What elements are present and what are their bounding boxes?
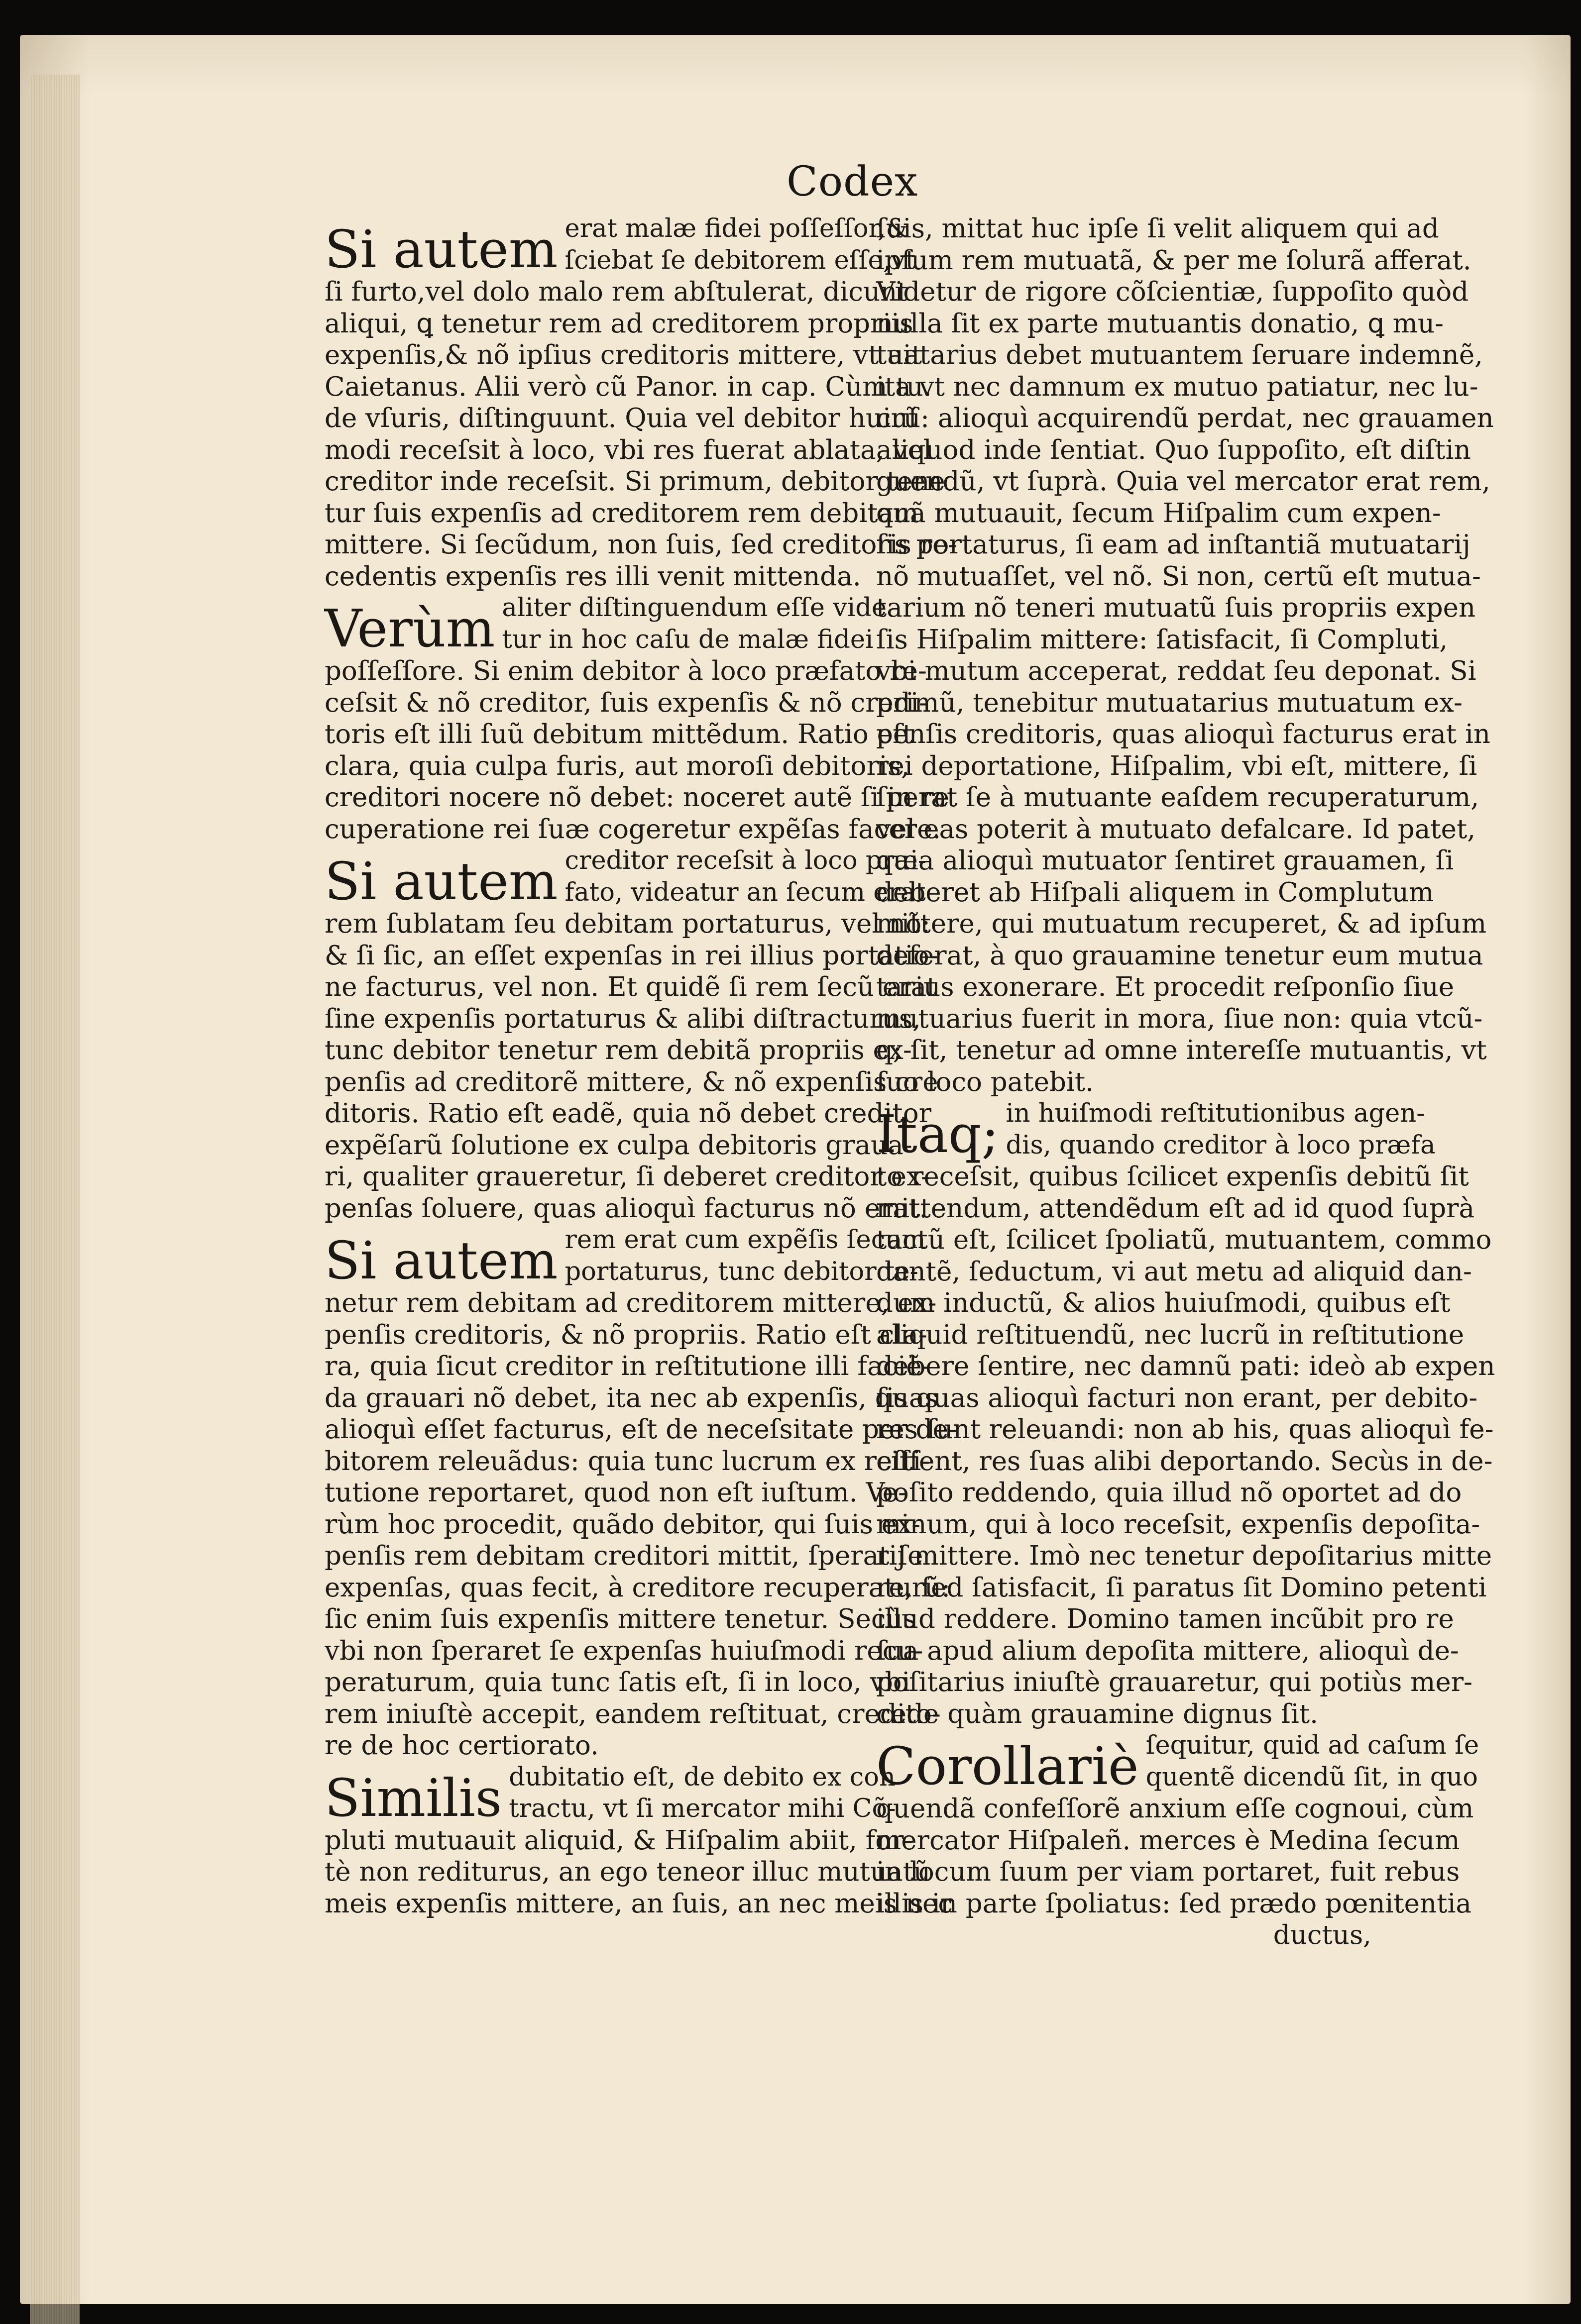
text-line: creditor receſsit à loco præ- — [565, 846, 927, 875]
text-line: tunc debitor tenetur rem debitã propriis ex- — [325, 1035, 912, 1065]
text-line: res ſunt releuandi: non ab his, quas alioquì fe- — [876, 1414, 1494, 1445]
text-line: quia alioquì mutuator ſentiret grauamen, ſi — [876, 845, 1454, 876]
text-line: ceſsit & nõ creditor, ſuis expenſis & nõ credi- — [325, 687, 928, 718]
text-line: creditor inde receſsit. Si primum, debitor tene — [325, 466, 945, 497]
text-line: in huiſmodi reſtitutionibus agen- — [1006, 1099, 1425, 1128]
text-line: ſis quas alioquì facturi non erant, per debito- — [876, 1382, 1478, 1413]
text-line: mutuarius fuerit in mora, ſiue non: quia vtcũ- — [876, 1003, 1483, 1034]
text-line: ſis portaturus, ſi eam ad inſtantiã mutuatarij — [876, 529, 1470, 560]
text-line: minum, qui à loco receſsit, expenſis depoſita- — [876, 1509, 1480, 1540]
text-line: in locum ſuum per viam portaret, fuit rebus — [876, 1857, 1460, 1887]
paragraph-start — [325, 1224, 926, 1291]
text-line: dum inductũ, & alios huiuſmodi, quibus eſt — [876, 1288, 1451, 1318]
text-line: tactũ eſt, ſcilicet ſpoliatũ, mutuantem, commo — [876, 1225, 1492, 1255]
text-line: deferat, à quo grauamine tenetur eum mutua — [876, 940, 1483, 971]
text-line: tur in hoc caſu de malæ fidei — [502, 625, 874, 654]
text-line: re, ſed ſatisfacit, ſi paratus ſit Domino petenti — [876, 1572, 1487, 1603]
text-line: aliquod inde ſentiat. Quo ſuppoſito, eſt diſtin — [876, 434, 1471, 465]
text-line: debere ſentire, nec damnũ pati: ideò ab expen — [876, 1351, 1495, 1381]
text-line: ri, qualiter graueretur, ſi deberet creditor ex- — [325, 1162, 930, 1192]
text-line: penſis creditoris, & nõ propriis. Ratio eſt cla- — [325, 1319, 927, 1350]
lead-word: Similis — [325, 1767, 502, 1828]
text-line: portaturus, tunc debitor te- — [565, 1257, 918, 1286]
text-line: expenſas, quas fecit, à creditore recuperaturũ: — [325, 1572, 951, 1603]
text-line: dubitatio eſt, de debito ex con — [509, 1762, 896, 1792]
text-line: expenſis,& nõ ipſius creditoris mittere, vt ait — [325, 340, 922, 370]
text-line: quentẽ dicendũ ſit, in quo — [1145, 1762, 1478, 1792]
paragraph-start — [325, 592, 887, 659]
text-line: clara, quia culpa furis, aut moroſi debitoris, — [325, 750, 909, 781]
page-edges — [30, 75, 80, 2324]
text-line: tractu, vt ſi mercator mihi Cõ- — [509, 1794, 896, 1823]
text-line: rem erat cum expẽſis ſecum — [565, 1225, 926, 1255]
text-line: creditori nocere nõ debet: noceret autẽ ſi in re — [325, 782, 949, 813]
text-line: penſis ad creditorẽ mittere, & nõ expenſis cre — [325, 1066, 938, 1097]
text-line: ſine expenſis portaturus & alibi diſtracturus, — [325, 1003, 921, 1034]
text-line: da grauari nõ debet, ita nec ab expenſis, quas — [325, 1382, 938, 1413]
text-line: mittere, qui mutuatum recuperet, & ad ipſum — [876, 909, 1487, 939]
text-line: mercator Hiſpaleñ. merces è Medina ſecum — [876, 1825, 1460, 1856]
text-line: pluti mutuauit aliquid, & Hiſpalim abiit, for- — [325, 1825, 913, 1856]
text-line: to receſsit, quibus ſcilicet expenſis debitũ ſit — [876, 1162, 1469, 1192]
text-line: quendã confeſſorẽ anxium eſſe cognoui, cùm — [876, 1794, 1474, 1824]
text-line: ductus, — [1273, 1920, 1371, 1950]
text-line: meis expenſis mittere, an ſuis, an nec meis nec — [325, 1888, 953, 1919]
text-line: bitorem releuãdus: quia tunc lucrum ex reſti- — [325, 1446, 930, 1477]
text-line: ſi furto,vel dolo malo rem abſtulerat, dicunt — [325, 277, 908, 307]
text-line: cuperatione rei ſuæ cogeretur expẽſas facere. — [325, 814, 941, 845]
text-line: Videtur de rigore cõſcientiæ, ſuppoſito quòd — [876, 277, 1469, 307]
text-line: re de hoc certiorato. — [325, 1730, 599, 1761]
text-line: ſis Hiſpalim mittere: ſatisfacit, ſi Compluti, — [876, 624, 1448, 655]
text-line: ſic enim ſuis expenſis mittere tenetur. Secùs — [325, 1604, 916, 1634]
text-line: tur ſuis expenſis ad creditorem rem debitam — [325, 498, 919, 528]
text-line: tarium nõ teneri mutuatũ ſuis propriis expen — [876, 593, 1476, 623]
text-line: ſequitur, quid ad caſum ſe — [1145, 1731, 1479, 1760]
text-line: rùm hoc procedit, quãdo debitor, qui ſuis ex- — [325, 1509, 921, 1540]
text-line: crũ: alioquì acquirendũ perdat, nec grauamen — [876, 403, 1494, 433]
text-line: rem iniuſtè accepit, eandem reſtituat, credito- — [325, 1698, 941, 1729]
lead-word: Corollariè — [876, 1736, 1139, 1796]
paragraph-start — [325, 213, 916, 280]
lead-word: Si autem — [325, 219, 558, 280]
text-line: ſua apud alium depoſita mittere, alioquì de- — [876, 1635, 1459, 1666]
lead-word: Si autem — [325, 851, 558, 912]
text-line: nulla ſit ex parte mutuantis donatio, ꝗ mu- — [876, 308, 1444, 339]
lead-word: Si autem — [325, 1230, 558, 1291]
text-line: expẽſarũ ſolutione ex culpa debitoris graua- — [325, 1130, 912, 1161]
text-line: mittere. Si ſecũdum, non ſuis, ſed creditoris re- — [325, 529, 957, 560]
text-line: vbi mutum acceperat, reddat ſeu deponat. Si — [876, 656, 1476, 686]
paragraph-start — [876, 1730, 1479, 1796]
text-line: deberet ab Hiſpali aliquem in Complutum — [876, 877, 1434, 908]
text-line: illis in parte ſpoliatus: ſed prædo pœnitentia — [876, 1888, 1472, 1919]
text-line: ne facturus, vel non. Et quidẽ ſi rem ſecũ erat — [325, 972, 937, 1002]
text-line: aliqui, ꝗ tenetur rem ad creditorem propriis — [325, 308, 913, 339]
text-line: primũ, tenebitur mutuatarius mutuatum ex- — [876, 687, 1463, 718]
text-line: peraturum, quia tunc ſatis eſt, ſi in loco, vbi — [325, 1667, 910, 1697]
text-line: cedentis expenſis res illi venit mittenda. — [325, 561, 861, 592]
text-line: poſitarius iniuſtè grauaretur, qui potiùs mer- — [876, 1667, 1472, 1697]
text-line: ipſum rem mutuatã, & per me ſolurã afferat. — [876, 245, 1471, 276]
text-line: ſperat ſe à mutuante eaſdem recuperaturum, — [876, 782, 1479, 813]
text-line: vel eas poterit à mutuato defalcare. Id patet, — [876, 814, 1476, 845]
text-line: tè non rediturus, an ego teneor illuc mutuatũ — [325, 1857, 931, 1887]
text-line: tutione reportaret, quod non eſt iuſtum. Ve- — [325, 1478, 907, 1508]
paragraph-start — [325, 1762, 896, 1828]
text-line: modi receſsit à loco, vbi res fuerat ablata, vel — [325, 434, 932, 465]
text-line: rei deportatione, Hiſpalim, vbi eſt, mittere, ſi — [876, 750, 1477, 781]
text-line: dis, quando creditor à loco præfa — [1006, 1130, 1436, 1160]
running-header: Codex — [787, 158, 918, 206]
text-line: tarius exonerare. Et procedit reſponſio ſiue — [876, 972, 1455, 1002]
text-line: dantẽ, ſeductum, vi aut metu ad aliquid dan- — [876, 1256, 1472, 1287]
text-line: q; ſit, tenetur ad omne intereſſe mutuantis, vt — [876, 1035, 1487, 1065]
text-line: ra, quia ſicut creditor in reſtitutione illi faciẽ- — [325, 1351, 931, 1381]
lead-word: Itaq; — [876, 1104, 999, 1164]
text-line: ſuis, mittat huc ipſe ſi velit aliquem qui ad — [876, 213, 1439, 244]
text-line: nõ mutuaſſet, vel nõ. Si non, certũ eſt mutua- — [876, 561, 1481, 592]
text-line: de vſuris, diſtinguunt. Quia vel debitor huiuſ — [325, 403, 918, 433]
text-line: aliquid reſtituendũ, nec lucrũ in reſtitutione — [876, 1319, 1465, 1350]
text-line: tuatarius debet mutuantem ſeruare indemnẽ, — [876, 340, 1483, 370]
text-line: ditoris. Ratio eſt eadẽ, quia nõ debet creditor — [325, 1098, 931, 1129]
text-line: vbi non ſperaret ſe expenſas huiuſmodi recu- — [325, 1635, 923, 1666]
text-line: ſciebat ſe debitorem eſſe,vt — [565, 245, 916, 275]
text-line: ita vt nec damnum ex mutuo patiatur, nec lu- — [876, 371, 1478, 402]
text-line: quã mutuauit, ſecum Hiſpalim cum expen- — [876, 498, 1441, 528]
text-line: penſis rem debitam creditori mittit, ſperat ſe — [325, 1541, 923, 1571]
text-line: penſas ſoluere, quas alioquì facturus nõ erat. — [325, 1193, 928, 1224]
text-line: netur rem debitam ad creditorem mittere, ex- — [325, 1288, 937, 1318]
text-line: aliter diſtinguendum eſſe vide — [502, 593, 887, 623]
text-line: erat malæ fidei poſſeſſor,& — [565, 214, 908, 243]
text-line: & ſi ſic, an eſſet expenſas in rei illius portatio- — [325, 940, 938, 971]
lead-word: Verùm — [325, 598, 495, 659]
text-line: Caietanus. Alii verò cũ Panor. in cap. Cùm tu. — [325, 371, 932, 402]
text-line: poſſeſſore. Si enim debitor à loco præfato re- — [325, 656, 927, 686]
text-line: cede quàm grauamine dignus ſit. — [876, 1698, 1318, 1729]
text-line: alioquì eſſet facturus, eſt de neceſsitate per de- — [325, 1414, 957, 1445]
text-line: ciſſent, res ſuas alibi deportando. Secùs in de- — [876, 1446, 1493, 1477]
text-line: toris eſt illi ſuũ debitum mittẽdum. Ratio eſt — [325, 719, 913, 749]
text-line: fato, videatur an ſecum erat — [565, 877, 926, 907]
text-line: ſuo loco patebit. — [876, 1066, 1094, 1097]
text-line: illud reddere. Domino tamen incũbit pro re — [876, 1604, 1454, 1634]
text-line: rij mittere. Imò nec tenetur depoſitarius mitte — [876, 1541, 1492, 1571]
right-column — [876, 213, 1495, 1951]
text-line: guendũ, vt ſuprà. Quia vel mercator erat rem, — [876, 466, 1490, 497]
paragraph-start — [325, 845, 927, 912]
text-line: penſis creditoris, quas alioquì facturus erat in — [876, 719, 1491, 749]
text-line: mittendum, attendẽdum eſt ad id quod ſuprà — [876, 1193, 1475, 1224]
text-line: rem ſublatam ſeu debitam portaturus, vel nõ: — [325, 909, 931, 939]
text-line: poſito reddendo, quia illud nõ oportet ad do — [876, 1478, 1462, 1508]
paragraph-start — [876, 1098, 1436, 1164]
